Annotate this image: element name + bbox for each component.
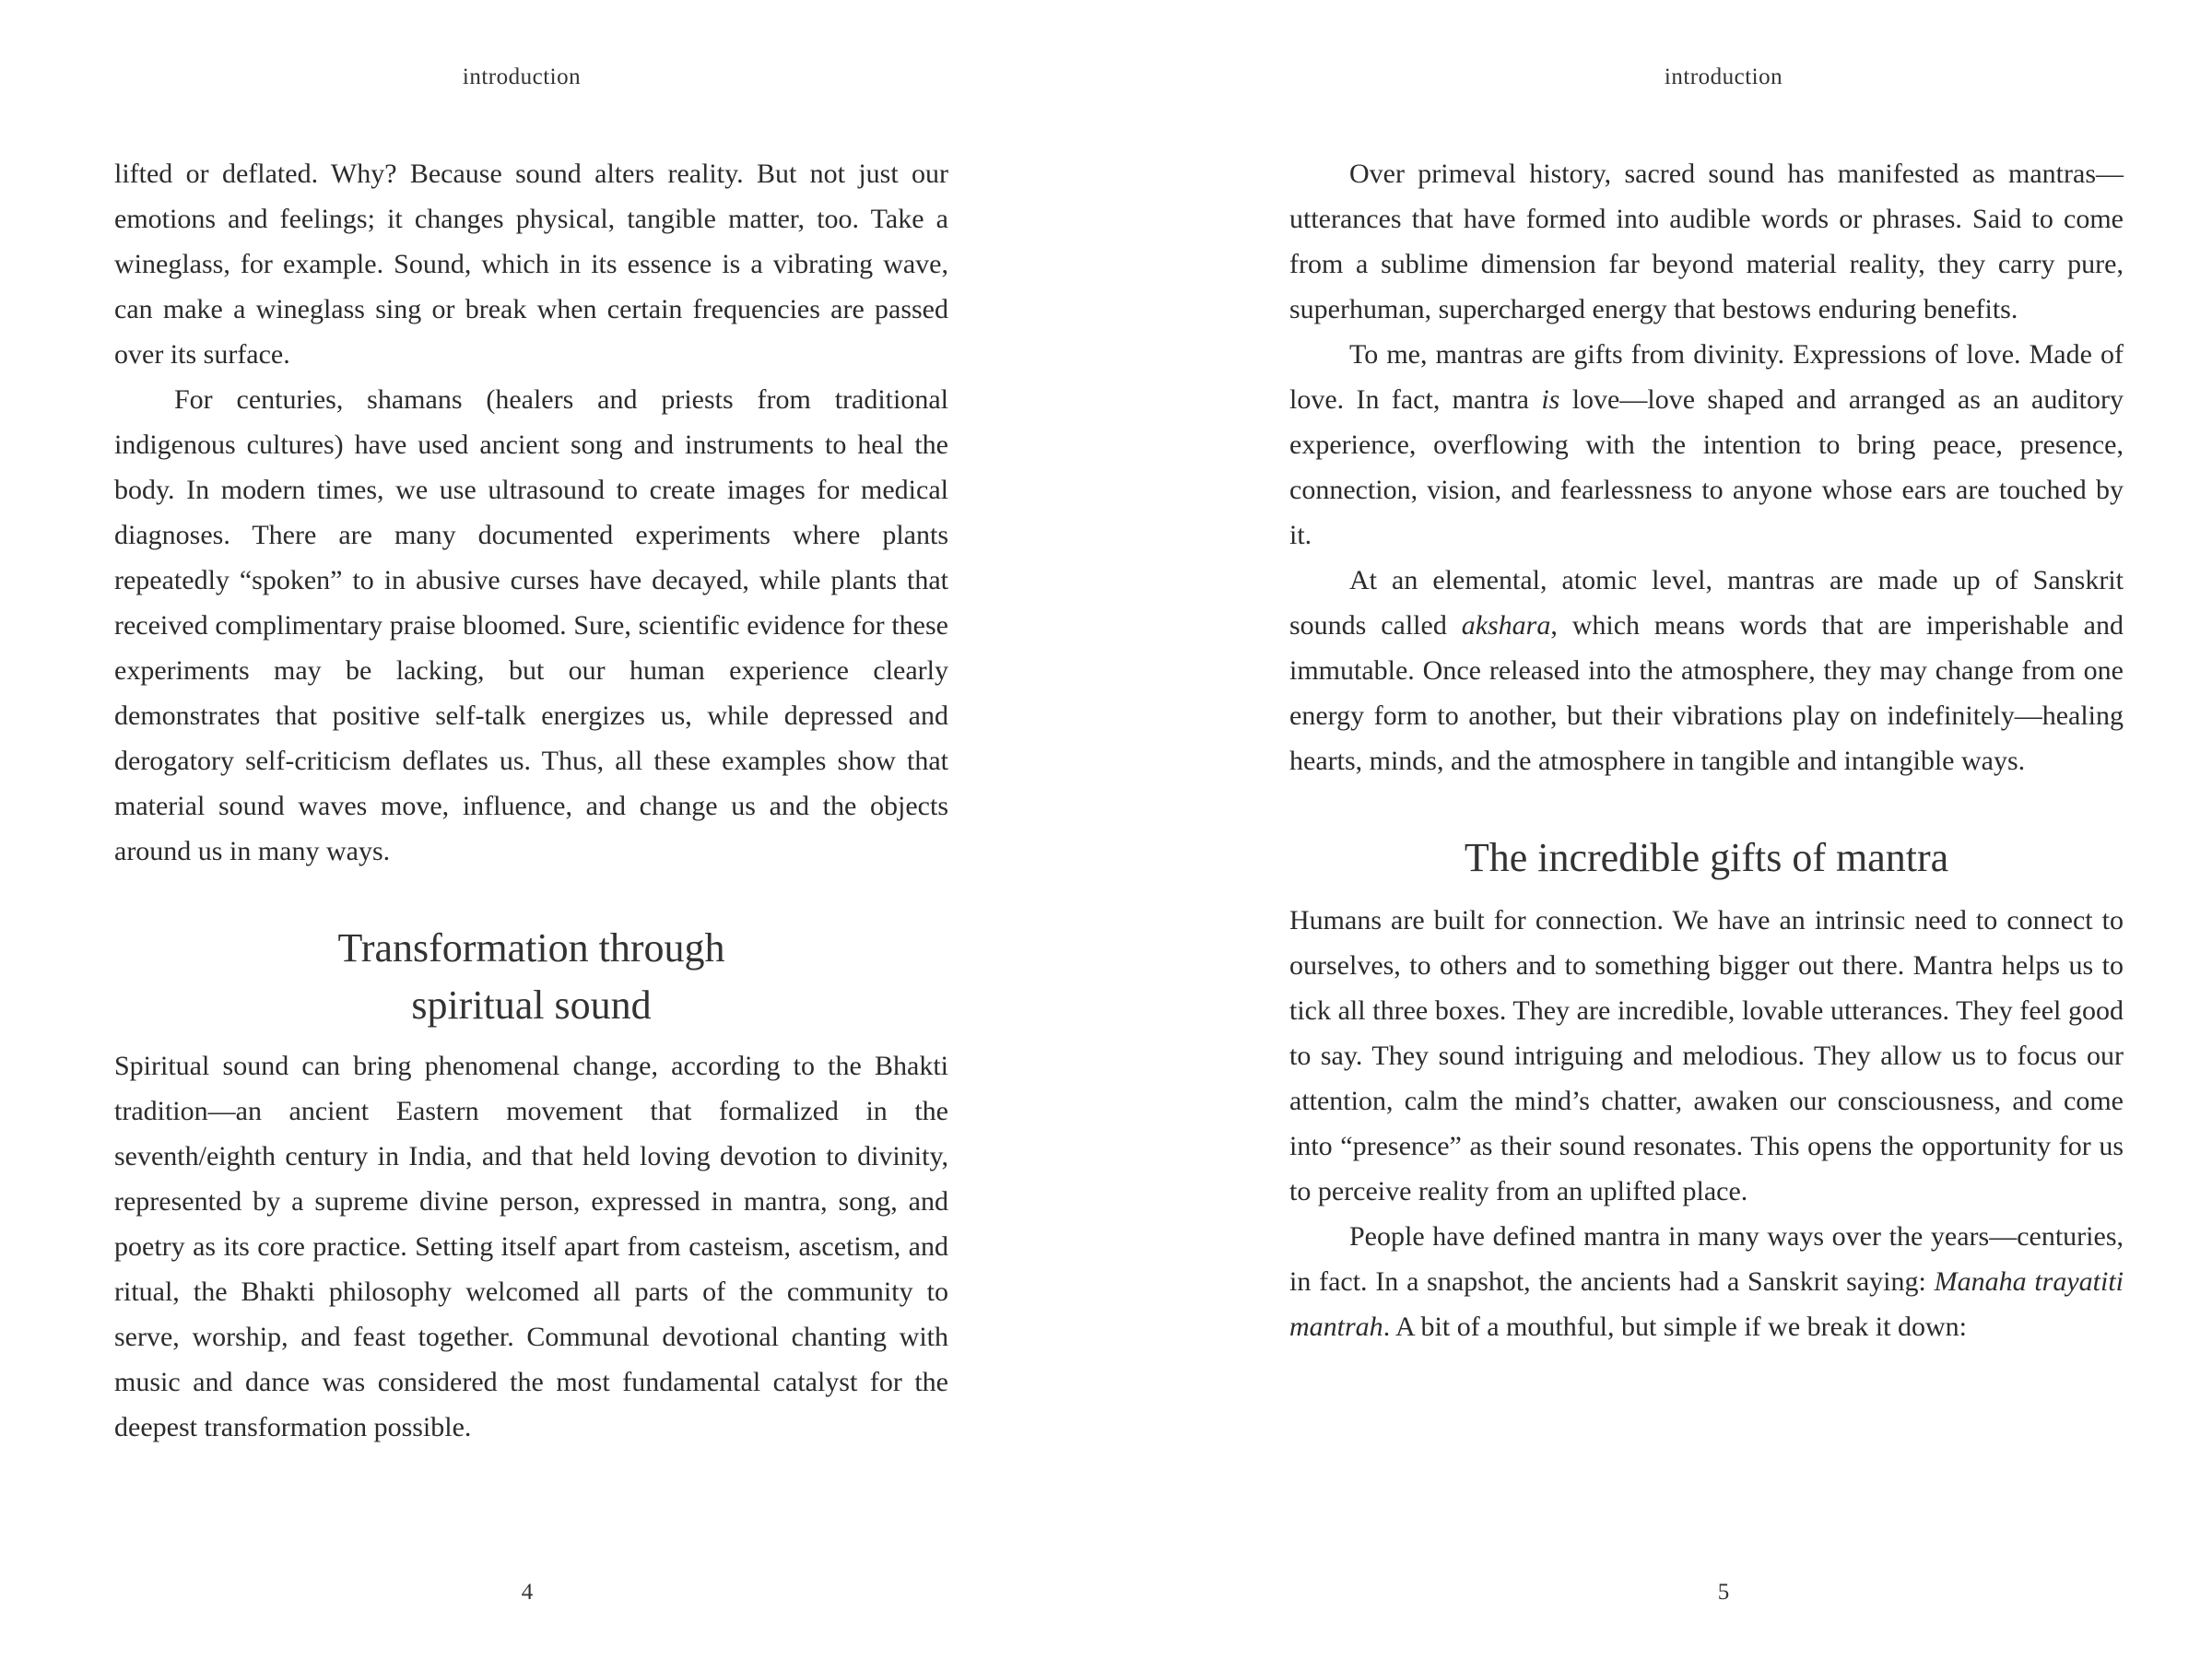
text-run: At an elemental, atomic level, mantras are made up of Sanskrit sounds called (1289, 565, 2124, 641)
paragraph: Humans are built for connection. We have an intrinsic need to connect to ourselves, to others and to something bigger out there. Mantra helps us to tick all three boxes. They are incredible, lovable utterances. They feel good to say. They sound intriguing and melodious. They allow us to focus our attention, calm the mind’s chatter, awaken our consciousness, and come into “presence” as their sound resonates. This opens the opportunity for us to perceive reality from an uplifted place. (1289, 905, 2124, 1206)
paragraph (1289, 558, 2124, 783)
section-heading (114, 920, 948, 1034)
paragraph: lifted or deflated. Why? Because sound alters reality. But not just our emotions and feelings; it changes physical, tangible matter, too. Take a wineglass, for example. Sound, which in its essence is a vibrating wave, can make a wineglass sing or break when certain frequencies are passed over its surface. (114, 159, 948, 370)
page-body (1289, 151, 2124, 1349)
text-run: love—love shaped and arranged as an auditory experience, overflowing with the intention to bring peace, presence, connection, vision, and fearlessness to anyone whose ears are touched by it. (1289, 384, 2124, 550)
running-head: introduction (1664, 65, 1783, 89)
paragraph: Spiritual sound can bring phenomenal change, according to the Bhakti tradition—an ancient Eastern movement that formalized in the seventh/eighth century in India, and that held loving devotion to divinity, represented by a supreme divine person, expressed in mantra, song, and poetry as its core practice. Setting itself apart from casteism, ascetism, and ritual, the Bhakti philosophy welcomed all parts of the community to serve, worship, and feast together. Communal devotional chanting with music and dance was considered the most fundamental catalyst for the deepest transformation possible. (114, 1051, 948, 1442)
right-page (1106, 0, 2212, 1659)
page-number: 4 (521, 1580, 534, 1605)
heading-line: Transformation through (337, 925, 725, 971)
paragraph (1289, 1214, 2124, 1349)
paragraph (1289, 332, 2124, 558)
emphasis: is (1541, 384, 1560, 415)
section-heading: The incredible gifts of mantra (1464, 835, 1949, 880)
page-number: 5 (1717, 1580, 1730, 1605)
text-run: , which means words that are imperishable and immutable. Once released into the atmosphere, they may change from one energy form to another, but their vibrations play on indefinitely—healing hearts, minds, and the atmosphere in tangible and intangible ways. (1289, 610, 2124, 776)
page-body (114, 151, 948, 1450)
paragraph: Over primeval history, sacred sound has manifested as mantras—utterances that have formed into audible words or phrases. Said to come from a sublime dimension far beyond material reality, they carry pure, superhuman, supercharged energy that bestows enduring benefits. (1289, 159, 2124, 324)
running-head: introduction (462, 65, 582, 89)
paragraph: For centuries, shamans (healers and priests from traditional indigenous cultures) have used ancient song and instruments to heal the body. In modern times, we use ultrasound to create images for medical diagnoses. There are many documented experiments where plants repeatedly “spoken” to in abusive curses have decayed, while plants that received complimentary praise bloomed. Sure, scientific evidence for these experiments may be lacking, but our human experience clearly demonstrates that positive self-talk energizes us, while depressed and derogatory self-criticism deflates us. Thus, all these examples show that material sound waves move, influence, and change us and the objects around us in many ways. (114, 384, 948, 866)
heading-line: spiritual sound (411, 982, 652, 1028)
text-run: To me, mantras are gifts from divinity. Expressions of love. Made of love. In fact, mantra (1289, 339, 2124, 415)
emphasis: akshara (1461, 610, 1551, 641)
emphasis: Manaha trayatiti mantrah (1289, 1266, 2124, 1342)
text-run: People have defined mantra in many ways over the years—centuries, in fact. In a snapshot, the ancients had a Sanskrit saying: (1289, 1221, 2124, 1297)
text-run: . A bit of a mouthful, but simple if we break it down: (1382, 1312, 1967, 1342)
